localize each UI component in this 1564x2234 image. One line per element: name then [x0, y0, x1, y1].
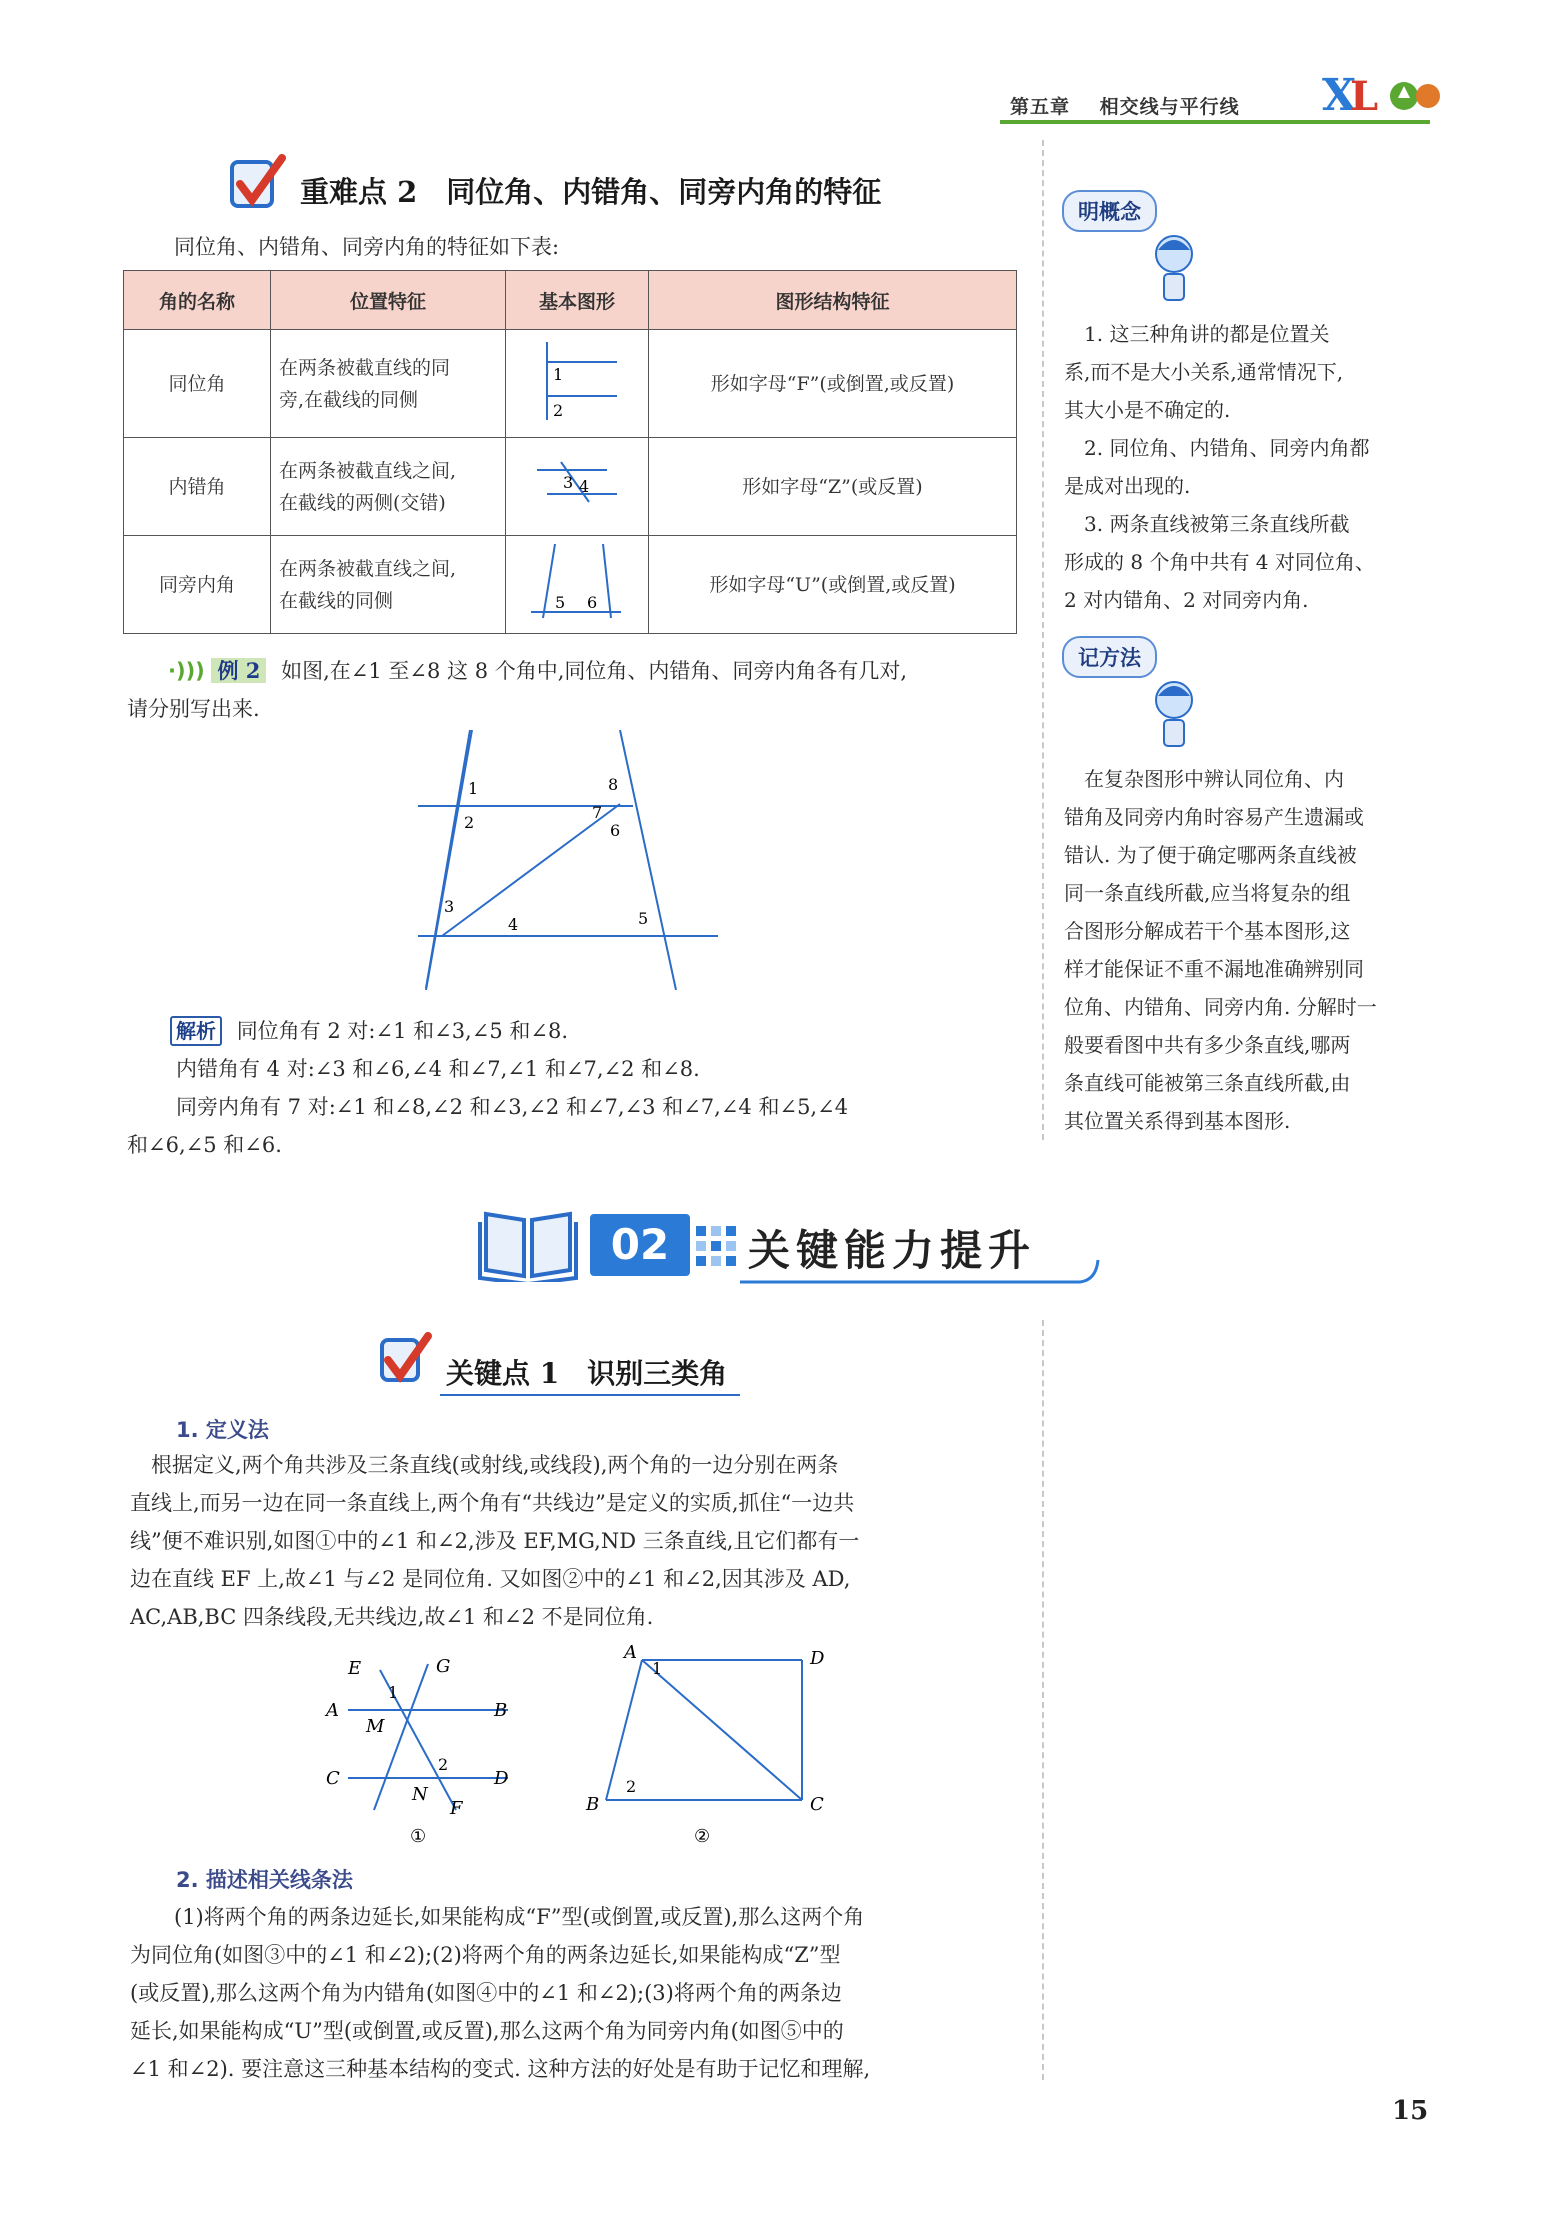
figure-label: 4 [579, 476, 590, 496]
point-label: E [348, 1658, 362, 1679]
angle-label: 6 [610, 821, 621, 840]
figure-label: 3 [563, 472, 574, 492]
position-line: 在两条被截直线之间, [279, 557, 457, 580]
concept-notes [1064, 315, 1454, 619]
table-header: 角的名称 [124, 271, 271, 330]
angle-label: 1 [652, 1659, 663, 1678]
angle-label: 4 [508, 915, 519, 934]
position-feature [271, 330, 506, 438]
figure-label: 5 [555, 592, 566, 612]
u-shape-figure [517, 538, 637, 622]
point-label: A [326, 1700, 339, 1721]
banner-swoosh [740, 1236, 1100, 1286]
method-line: 般要看图中共有多少条直线,哪两 [1064, 1033, 1351, 1057]
angle-label: 8 [608, 775, 619, 794]
angle-label: 1 [468, 779, 479, 798]
position-line: 在两条被截直线之间, [279, 459, 457, 482]
solution-text: 同位角有 2 对:∠1 和∠3,∠5 和∠8. [236, 1019, 569, 1043]
method-line: 合图形分解成若干个基本图形,这 [1064, 919, 1351, 943]
point-label: F [450, 1798, 463, 1819]
solution-tag: 解析 [170, 1016, 222, 1046]
paragraph-line: (或反置),那么这两个角为内错角(如图④中的∠1 和∠2);(3)将两个角的两条边 [130, 1981, 842, 2005]
angle-label: 3 [444, 897, 455, 916]
figure-2 [582, 1640, 842, 1850]
method1-heading: 1. 定义法 [176, 1418, 269, 1442]
method-tag: 记方法 [1062, 636, 1157, 678]
concept-tag: 明概念 [1062, 190, 1157, 232]
structure-feature: 形如字母“F”(或倒置,或反置) [649, 330, 1017, 438]
point-label: B [494, 1700, 508, 1721]
paragraph-line: 为同位角(如图③中的∠1 和∠2);(2)将两个角的两条边延长,如果能构成“Z”型 [130, 1943, 841, 1967]
point-label: D [494, 1768, 509, 1789]
position-feature [271, 438, 506, 536]
method-line: 在复杂图形中辨认同位角、内 [1064, 767, 1344, 791]
book-icon [478, 1206, 578, 1282]
point-label: M [366, 1716, 385, 1737]
header-rule [1000, 120, 1430, 124]
method2-paragraph [130, 1898, 1030, 2088]
basic-figure [506, 536, 649, 634]
paragraph-line: 延长,如果能构成“U”型(或倒置,或反置),那么这两个角为同旁内角(如图⑤中的 [130, 2019, 844, 2043]
position-line: 在两条被截直线的同 [279, 356, 451, 379]
method2-heading: 2. 描述相关线条法 [176, 1868, 353, 1892]
angle-label: 5 [638, 909, 649, 928]
solution-line: 同旁内角有 7 对:∠1 和∠8,∠2 和∠3,∠2 和∠7,∠3 和∠7,∠4 和∠5,∠4 [176, 1095, 849, 1119]
paragraph-line: (1)将两个角的两条边延长,如果能构成“F”型(或倒置,或反置),那么这两个角 [174, 1905, 865, 1929]
concept-line: 1. 这三种角讲的都是位置关 [1064, 322, 1330, 346]
paragraph-line: 直线上,而另一边在同一条直线上,两个角有“共线边”是定义的实质,抓住“一边共 [130, 1491, 855, 1515]
figure-label: 2 [553, 400, 564, 420]
section2-underline [440, 1394, 740, 1396]
dot-grid-icon [696, 1226, 736, 1266]
banner-title: 关键能力提升 [748, 1226, 1037, 1275]
figure-number: ② [694, 1826, 711, 1847]
checkmark-icon [376, 1330, 440, 1394]
method-line: 错角及同旁内角时容易产生遗漏或 [1064, 805, 1364, 829]
table-header: 基本图形 [506, 271, 649, 330]
figure-label: 1 [553, 364, 564, 384]
angle-name: 同旁内角 [124, 536, 271, 634]
paragraph-line: 线”便不难识别,如图①中的∠1 和∠2,涉及 EF,MG,ND 三条直线,且它们都有一 [130, 1529, 860, 1553]
boy-avatar-icon [1144, 674, 1204, 754]
angle-label: 2 [626, 1777, 637, 1796]
column-divider [1042, 140, 1044, 1140]
method1-paragraph [130, 1446, 1030, 1636]
section2-title: 关键点 1 识别三类角 [446, 1357, 728, 1390]
example-question [168, 652, 907, 690]
point-label: A [624, 1642, 637, 1663]
concept-line: 其大小是不确定的. [1064, 398, 1231, 422]
table-header: 位置特征 [271, 271, 506, 330]
basic-figure [506, 330, 649, 438]
concept-line: 2 对内错角、2 对同旁内角. [1064, 588, 1309, 612]
angle-label: 7 [592, 803, 603, 822]
sound-icon: ·))) [168, 659, 205, 683]
svg-text:X: X [1322, 70, 1357, 120]
point-label: C [326, 1768, 340, 1789]
figure-number: ① [410, 1826, 427, 1847]
point-label: B [586, 1794, 600, 1815]
solution-line: 和∠6,∠5 和∠6. [127, 1133, 282, 1157]
method-line: 位角、内错角、同旁内角. 分解时一 [1064, 995, 1377, 1019]
features-table [123, 270, 1017, 634]
angle-label: 1 [388, 1683, 399, 1702]
section1-title: 重难点 2 同位角、内错角、同旁内角的特征 [300, 175, 882, 209]
paragraph-line: 边在直线 EF 上,故∠1 与∠2 是同位角. 又如图②中的∠1 和∠2,因其涉及 AD, [130, 1567, 851, 1591]
position-feature [271, 536, 506, 634]
concept-line: 3. 两条直线被第三条直线所截 [1064, 512, 1350, 536]
basic-figure [506, 438, 649, 536]
table-row [124, 438, 1017, 536]
f-shape-figure [517, 334, 637, 424]
svg-text:L: L [1350, 73, 1379, 120]
concept-line: 2. 同位角、内错角、同旁内角都 [1064, 436, 1370, 460]
table-row [124, 536, 1017, 634]
angle-label: 2 [438, 1755, 449, 1774]
brand-logo [1322, 66, 1440, 120]
chapter-number: 第五章 [1010, 96, 1071, 118]
chapter-header [1010, 92, 1240, 119]
point-label: N [412, 1784, 428, 1805]
checkmark-icon [226, 150, 296, 220]
angle-name: 同位角 [124, 330, 271, 438]
z-shape-figure [517, 452, 637, 512]
column-divider [1042, 1320, 1044, 2080]
paragraph-line: AC,AB,BC 四条线段,无共线边,故∠1 和∠2 不是同位角. [130, 1605, 654, 1629]
boy-avatar-icon [1144, 228, 1204, 308]
structure-feature: 形如字母“U”(或倒置,或反置) [649, 536, 1017, 634]
position-line: 在截线的两侧(交错) [279, 491, 446, 514]
method-line: 其位置关系得到基本图形. [1064, 1109, 1291, 1133]
method-line: 样才能保证不重不漏地准确辨别同 [1064, 957, 1364, 981]
table-header-row [124, 271, 1017, 330]
angle-label: 2 [464, 813, 475, 832]
structure-feature: 形如字母“Z”(或反置) [649, 438, 1017, 536]
angle-name: 内错角 [124, 438, 271, 536]
solution-line: 内错角有 4 对:∠3 和∠6,∠4 和∠7,∠1 和∠7,∠2 和∠8. [176, 1057, 700, 1081]
point-label: C [810, 1794, 824, 1815]
position-line: 在截线的同侧 [279, 589, 394, 612]
chapter-title: 相交线与平行线 [1099, 96, 1240, 118]
solution-line [170, 1012, 568, 1050]
example-question-line2: 请分别写出来. [127, 697, 260, 721]
example-figure [418, 730, 738, 990]
figure-label: 6 [587, 592, 598, 612]
concept-line: 是成对出现的. [1064, 474, 1191, 498]
example-question-line1: 如图,在∠1 至∠8 这 8 个角中,同位角、内错角、同旁内角各有几对, [281, 659, 908, 683]
point-label: G [436, 1656, 451, 1677]
concept-line: 系,而不是大小关系,通常情况下, [1064, 360, 1344, 384]
table-row [124, 330, 1017, 438]
concept-line: 形成的 8 个角中共有 4 对同位角、 [1064, 550, 1375, 574]
method-line: 条直线可能被第三条直线所截,由 [1064, 1071, 1351, 1095]
section1-intro: 同位角、内错角、同旁内角的特征如下表: [174, 235, 560, 259]
paragraph-line: ∠1 和∠2). 要注意这三种基本结构的变式. 这种方法的好处是有助于记忆和理解, [130, 2057, 871, 2081]
position-line: 旁,在截线的同侧 [279, 388, 419, 411]
example-label: 例 2 [211, 658, 266, 683]
method-line: 错认. 为了便于确定哪两条直线被 [1064, 843, 1357, 867]
paragraph-line: 根据定义,两个角共涉及三条直线(或射线,或线段),两个角的一边分别在两条 [130, 1453, 839, 1477]
table-header: 图形结构特征 [649, 271, 1017, 330]
point-label: D [810, 1648, 825, 1669]
method-notes [1064, 760, 1454, 1140]
method-line: 同一条直线所截,应当将复杂的组 [1064, 881, 1351, 905]
figure-1 [318, 1650, 538, 1850]
page-number: 15 [1392, 2096, 1429, 2126]
banner-number: 02 [590, 1214, 690, 1276]
